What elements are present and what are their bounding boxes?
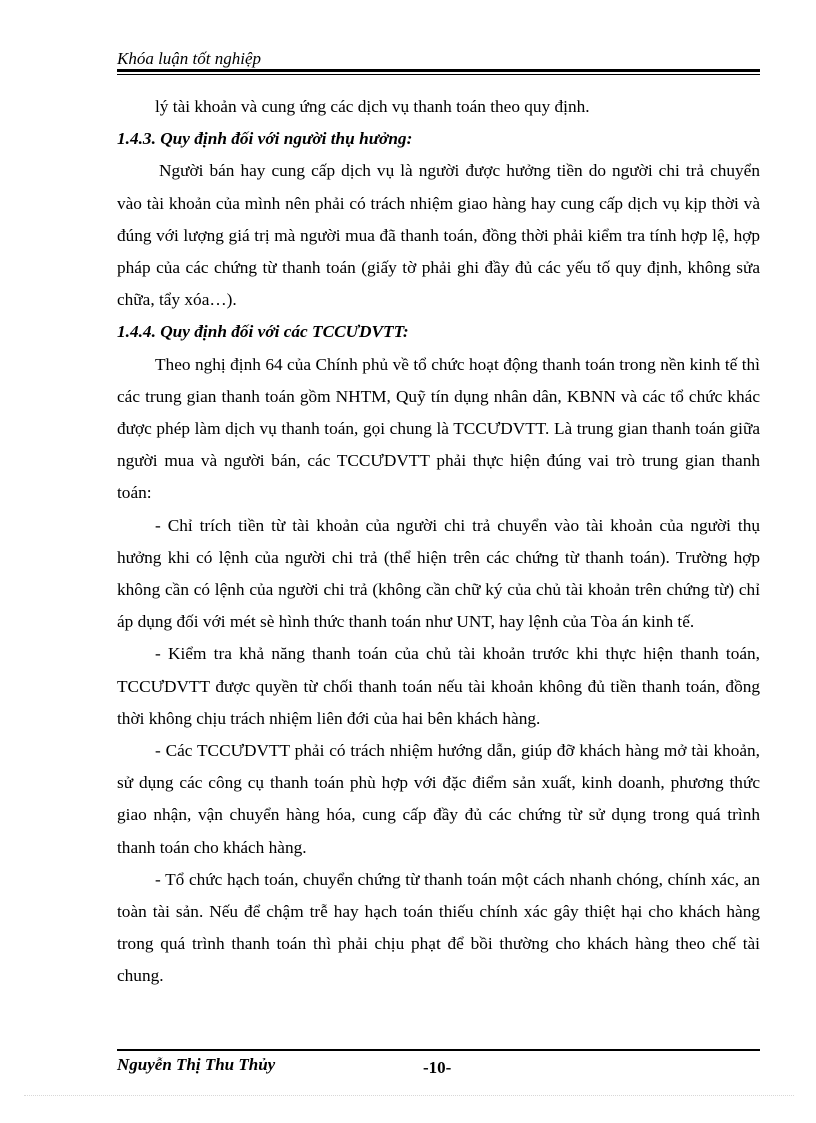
bullet-debit-account: - Chỉ trích tiền từ tài khoản của người chi trả chuyển vào tài khoản của người thụ hưởng khi có lệnh của người chi trả (thể hiện trên các chứng từ thanh toán). Trường hợp không cần có lệnh của người chi trả (không cần chữ ký của chủ tài khoản trên chứng từ) chỉ áp dụng đối với mét sè hình thức thanh toán như UNT, hay lệnh của Tòa án kinh tế. — [117, 515, 760, 632]
bullet-accounting: - Tổ chức hạch toán, chuyển chứng từ thanh toán một cách nhanh chóng, chính xác, an toàn tài sản. Nếu để chậm trễ hay hạch toán thiếu chính xác gây thiệt hại cho khách hàng trong quá trình thanh toán thì phải chịu phạt để bồi thường cho khách hàng theo chế tài chung. — [117, 869, 760, 986]
page-bottom-border — [24, 1095, 794, 1096]
section-heading-1-4-3: 1.4.3. Quy định đối với người thụ hưởng: — [117, 129, 413, 149]
footer-rule — [117, 1049, 760, 1051]
paragraph-beneficiary: Người bán hay cung cấp dịch vụ là người được hưởng tiền do người chi trả chuyển vào tài khoản của mình nên phải có trách nhiệm giao hàng hay cung cấp dịch vụ kịp thời và đúng với lượng giá trị mà người mua đã thanh toán, đồng thời phải kiểm tra tính hợp lệ, hợp pháp của các chứng từ thanh toán (giấy tờ phải ghi đầy đủ các yếu tố quy định, không sửa chữa, tẩy xóa…). — [117, 161, 760, 310]
paragraph-continuation: lý tài khoản và cung ứng các dịch vụ thanh toán theo quy định. — [155, 97, 590, 116]
running-header: Khóa luận tốt nghiệp — [117, 49, 262, 68]
bullet-guide-customers: - Các TCCƯDVTT phải có trách nhiệm hướng dẫn, giúp đỡ khách hàng mở tài khoản, sử dụng các công cụ thanh toán phù hợp với đặc điểm sản xuất, kinh doanh, phương thức giao nhận, vận chuyển hàng hóa, cung cấp đầy đủ các chứng từ sử dụng trong quá trình thanh toán cho khách hàng. — [117, 741, 760, 857]
header-double-rule — [117, 69, 760, 75]
page-number: -10- — [423, 1058, 452, 1077]
bullet-check-solvency: - Kiểm tra khả năng thanh toán của chủ tài khoản trước khi thực hiện thanh toán, TCCƯDVTT được quyền từ chối thanh toán nếu tài khoản không đủ tiền thanh toán, đồng thời không chịu trách nhiệm liên đới của hai bên khách hàng. — [117, 644, 760, 728]
section-heading-1-4-4: 1.4.4. Quy định đối với các TCCƯDVTT: — [117, 322, 409, 342]
footer-author: Nguyễn Thị Thu Thủy — [117, 1055, 276, 1074]
paragraph-intermediaries: Theo nghị định 64 của Chính phủ về tổ chức hoạt động thanh toán trong nền kinh tế thì các trung gian thanh toán gồm NHTM, Quỹ tín dụng nhân dân, KBNN và các tổ chức khác được phép làm dịch vụ thanh toán, gọi chung là TCCƯDVTT. Là trung gian thanh toán giữa người mua và người bán, các TCCƯDVTT phải thực hiện đúng vai trò trung gian thanh toán: — [117, 354, 760, 503]
body-text — [117, 91, 760, 993]
